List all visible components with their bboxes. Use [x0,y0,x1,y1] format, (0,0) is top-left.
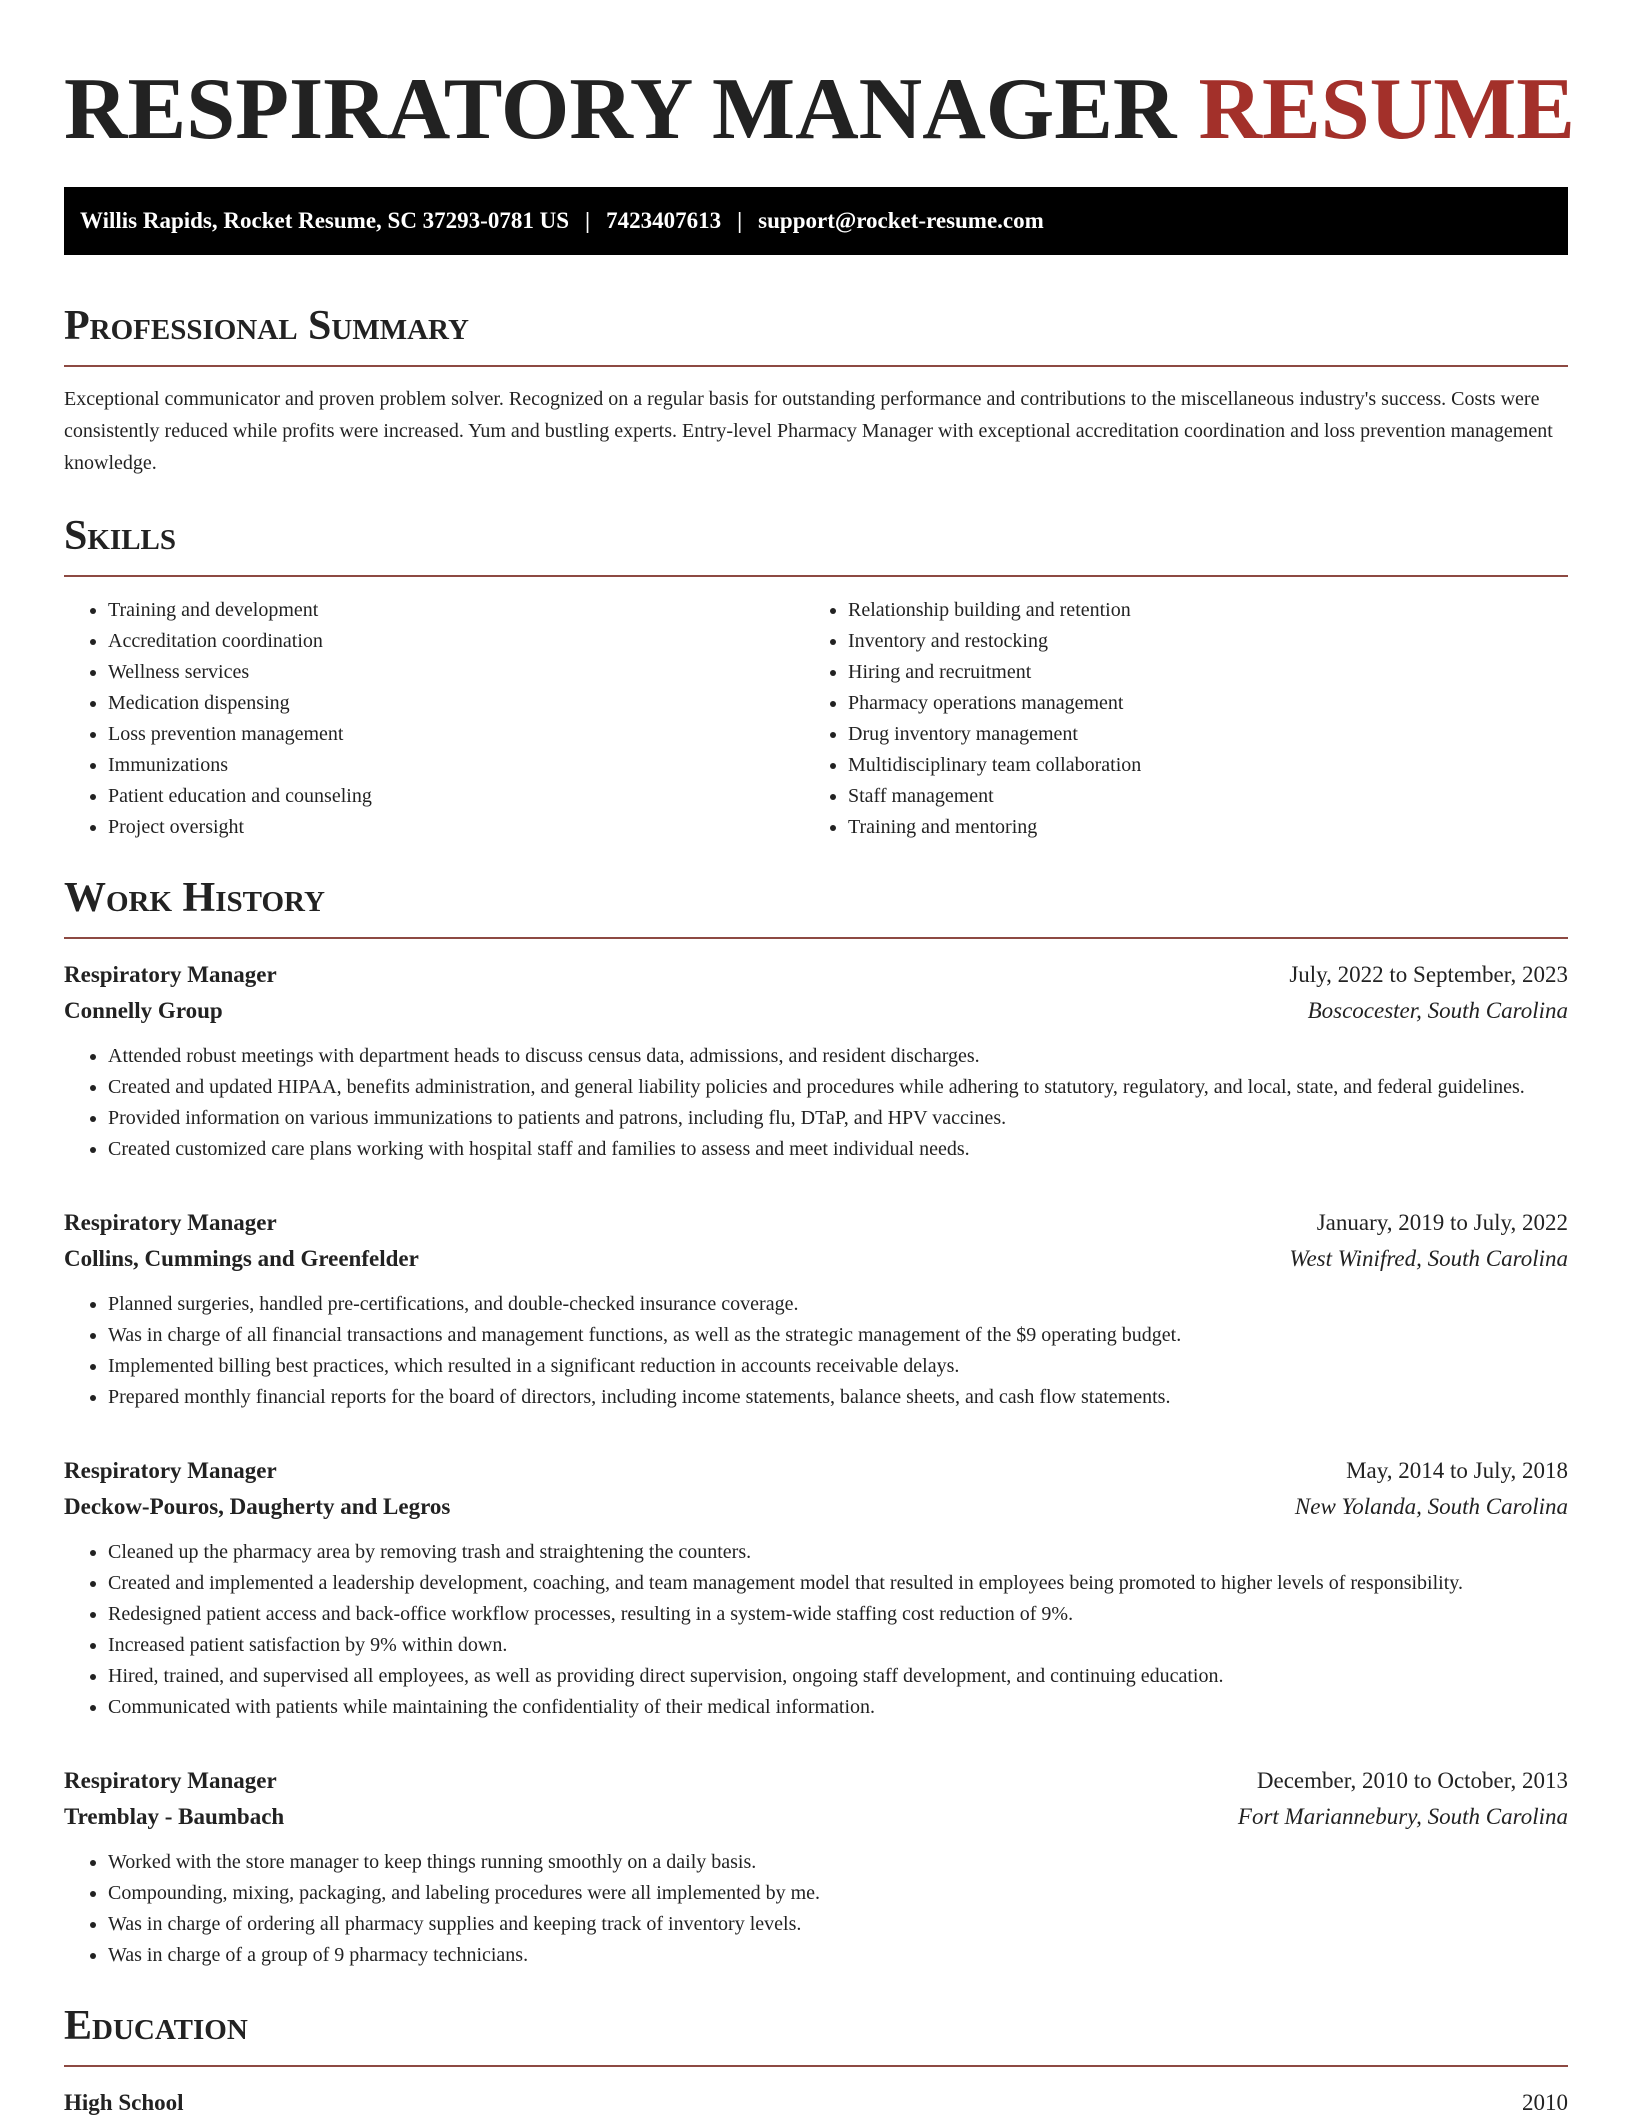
job-bullet: • Provided information on various immunizations to patients and patrons, including flu, DTaP, and HPV vaccines. [108,1103,1568,1134]
job-dates: May, 2014 to July, 2018 [1346,1458,1568,1483]
education-entry [64,2085,1568,2121]
job-bullets [64,1847,1568,1971]
job-bullet: • Worked with the store manager to keep things running smoothly on a daily basis. [108,1847,1568,1878]
job-dates: July, 2022 to September, 2023 [1289,962,1568,987]
contact-phone: 7423407613 [606,208,722,233]
skills-heading: Skills [64,513,177,559]
resume-title [64,56,1575,158]
title-accent: RESUME [1198,61,1575,158]
job-title: Respiratory Manager [64,962,277,987]
job-bullets [64,1537,1568,1723]
section-divider [64,937,1568,939]
job-entry [64,957,1568,1165]
skill-item: • Accreditation coordination [108,626,804,657]
skill-item: • Immunizations [108,750,804,781]
job-dates: January, 2019 to July, 2022 [1316,1210,1568,1235]
job-company: Deckow-Pouros, Daugherty and Legros [64,1494,451,1519]
job-company-row [64,1489,1568,1525]
skill-item: • Loss prevention management [108,719,804,750]
skill-item: • Project oversight [108,812,804,843]
section-divider [64,2065,1568,2067]
skills-column-right [804,595,1544,843]
skill-item: • Training and mentoring [848,812,1544,843]
job-header-row [64,1205,1568,1241]
job-location: Boscocester, South Carolina [1307,998,1568,1023]
education-degree: High School [64,2090,184,2115]
job-bullet: • Hired, trained, and supervised all employees, as well as providing direct supervision, ongoing staff development, and continuing education. [108,1661,1568,1692]
job-bullet: • Redesigned patient access and back-office workflow processes, resulting in a system-wide staffing cost reduction of 9%. [108,1599,1568,1630]
skill-item: • Staff management [848,781,1544,812]
skill-item: • Drug inventory management [848,719,1544,750]
skill-item: • Inventory and restocking [848,626,1544,657]
job-bullet: • Implemented billing best practices, which resulted in a significant reduction in accounts receivable delays. [108,1351,1568,1382]
job-dates: December, 2010 to October, 2013 [1256,1768,1568,1793]
job-bullet: • Prepared monthly financial reports for the board of directors, including income statements, balance sheets, and cash flow statements. [108,1382,1568,1413]
job-company: Connelly Group [64,998,223,1023]
skills-list-left [64,595,804,843]
contact-email: support@rocket-resume.com [758,208,1044,233]
skill-item: • Hiring and recruitment [848,657,1544,688]
skill-item: • Patient education and counseling [108,781,804,812]
skill-item: • Medication dispensing [108,688,804,719]
section-divider [64,575,1568,577]
job-bullet: • Compounding, mixing, packaging, and labeling procedures were all implemented by me. [108,1878,1568,1909]
skills-column-left [64,595,804,843]
job-header-row [64,1453,1568,1489]
education-year: 2010 [1522,2090,1568,2115]
job-bullet: • Communicated with patients while maintaining the confidentiality of their medical information. [108,1692,1568,1723]
job-title: Respiratory Manager [64,1458,277,1483]
job-entry [64,1763,1568,1971]
job-bullet: • Attended robust meetings with department heads to discuss census data, admissions, and resident discharges. [108,1041,1568,1072]
job-location: New Yolanda, South Carolina [1294,1494,1568,1519]
job-bullet: • Cleaned up the pharmacy area by removing trash and straightening the counters. [108,1537,1568,1568]
title-main: RESPIRATORY MANAGER [64,61,1177,158]
job-company: Tremblay - Baumbach [64,1804,285,1829]
skills-list-right [804,595,1544,843]
contact-bar [64,187,1568,255]
job-bullet: • Was in charge of ordering all pharmacy supplies and keeping track of inventory levels. [108,1909,1568,1940]
work-heading: Work History [64,875,325,921]
job-entry [64,1453,1568,1723]
education-heading: Education [64,2003,248,2049]
job-bullet: • Was in charge of a group of 9 pharmacy technicians. [108,1940,1568,1971]
job-company-row [64,1241,1568,1277]
skill-item: • Pharmacy operations management [848,688,1544,719]
job-location: West Winifred, South Carolina [1289,1246,1568,1271]
job-bullet: • Planned surgeries, handled pre-certifications, and double-checked insurance coverage. [108,1289,1568,1320]
job-header-row [64,1763,1568,1799]
summary-text: Exceptional communicator and proven problem solver. Recognized on a regular basis for outstanding performance and contributions to the miscellaneous industry's success. Costs were consistently reduced while profits were increased. Yum and bustling experts. Entry-level Pharmacy Manager with exceptional accreditation coordination and loss prevention management knowledge. [64,388,1553,474]
skill-item: • Multidisciplinary team collaboration [848,750,1544,781]
job-bullet: • Created customized care plans working with hospital staff and families to assess and meet individual needs. [108,1134,1568,1165]
summary-heading: Professional Summary [64,303,469,349]
job-bullet: • Was in charge of all financial transactions and management functions, as well as the strategic management of the $9 operating budget. [108,1320,1568,1351]
job-company-row [64,993,1568,1029]
job-header-row [64,957,1568,993]
job-title: Respiratory Manager [64,1210,277,1235]
contact-address: Willis Rapids, Rocket Resume, SC 37293-0781 US [80,208,569,233]
job-entry [64,1205,1568,1413]
job-company: Collins, Cummings and Greenfelder [64,1246,419,1271]
job-title: Respiratory Manager [64,1768,277,1793]
job-bullet: • Created and updated HIPAA, benefits administration, and general liability policies and procedures while adhering to statutory, regulatory, and local, state, and federal guidelines. [108,1072,1568,1103]
section-divider [64,365,1568,367]
job-bullet: • Increased patient satisfaction by 9% within down. [108,1630,1568,1661]
skill-item: • Training and development [108,595,804,626]
skill-item: • Wellness services [108,657,804,688]
job-bullets [64,1041,1568,1165]
skills-grid [64,595,1568,843]
contact-separator: | [585,208,591,233]
job-bullet: • Created and implemented a leadership development, coaching, and team management model that resulted in employees being promoted to higher levels of responsibility. [108,1568,1568,1599]
job-location: Fort Mariannebury, South Carolina [1237,1804,1568,1829]
job-company-row [64,1799,1568,1835]
contact-separator: | [737,208,743,233]
job-bullets [64,1289,1568,1413]
skill-item: • Relationship building and retention [848,595,1544,626]
